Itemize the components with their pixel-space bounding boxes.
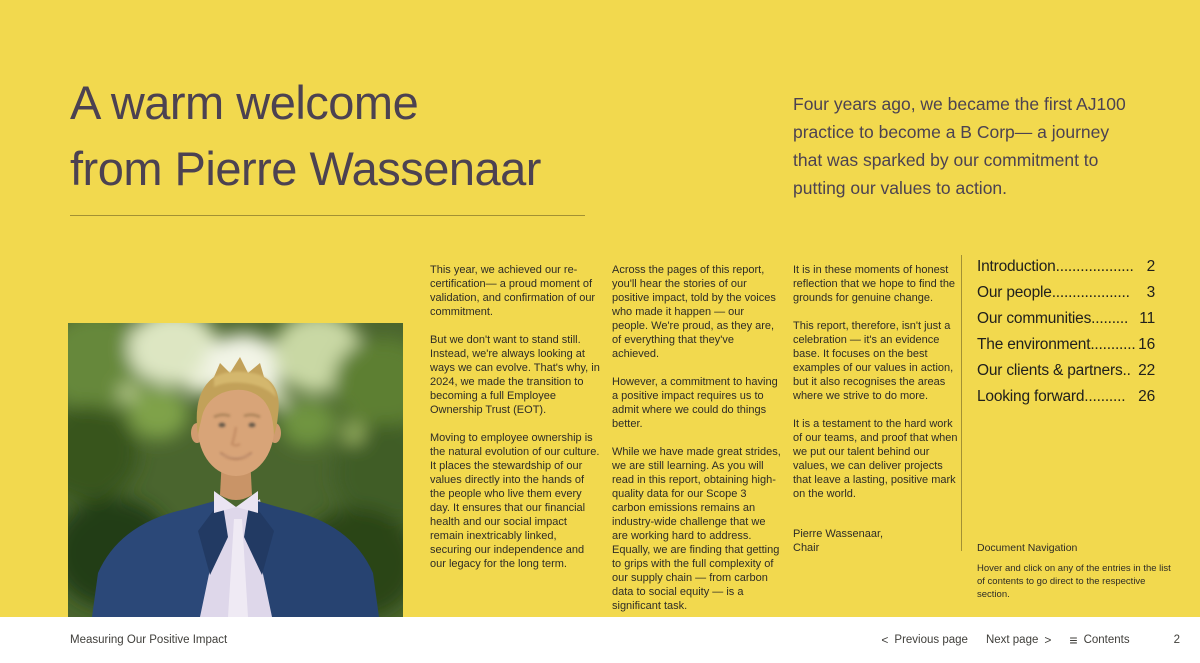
signature: [793, 527, 961, 555]
paragraph: This year, we achieved our re-certification— a proud moment of validation, and confirmation of our commitment.: [430, 264, 596, 318]
previous-page-label: Previous page: [894, 634, 968, 646]
next-page-label: Next page: [985, 634, 1039, 646]
toc-page-number: 16: [1138, 336, 1155, 353]
toc-leader-dots: .........: [1091, 310, 1129, 327]
title-divider: [70, 215, 585, 216]
paragraph: It is in these moments of honest reflection that we hope to find the grounds for genuine change.: [793, 264, 956, 304]
toc-divider: [961, 255, 962, 551]
page-title-line1: A warm welcome: [70, 76, 419, 129]
chevron-right-icon: >: [1044, 633, 1052, 647]
contents-label: Contents: [1083, 634, 1130, 646]
paragraph: Across the pages of this report, you'll hear the stories of our positive impact, told by the voices who made it happen — our people. We're proud, as they are, of everything that they've achieved.: [612, 264, 776, 360]
paragraph: Moving to employee ownership is the natural evolution of our culture. It places the stewardship of our values directly into the hands of the people who live them every day. It ensures that our financial health and our social impact remain inextricably linked, securing our independence and our legacy for the long term.: [430, 432, 600, 570]
toc-leader-dots: ...................: [1055, 258, 1134, 275]
contents-button[interactable]: [1069, 633, 1129, 647]
paragraph: While we have made great strides, we are still learning. As you will read in this report, obtaining high-quality data for our Scope 3 carbon emissions remains an industry-wide challenge that we are working hard to address. Equally, we are finding that getting to grips with the full complexity of our supply chain — from carbon data to social equity — is a significant task.: [612, 446, 781, 612]
toc-page-number: 3: [1146, 284, 1155, 301]
toc-leader-dots: ..: [1122, 362, 1131, 379]
page-number: 2: [1173, 634, 1180, 646]
toc-leader-dots: ...................: [1051, 284, 1130, 301]
next-page-button[interactable]: [986, 633, 1051, 647]
toc-page-number: 2: [1146, 258, 1155, 275]
hamburger-icon: ≡: [1069, 632, 1078, 648]
footer-navigation: [881, 617, 1180, 663]
viewer-footer: [0, 617, 1200, 663]
toc-item-our-people[interactable]: Our people ................... 3: [977, 284, 1155, 301]
page-title-line2: from Pierre Wassenaar: [70, 142, 541, 195]
toc-item-our-communities[interactable]: Our communities ......... 11: [977, 310, 1155, 327]
toc-item-clients-partners[interactable]: Our clients & partners .. 22: [977, 362, 1155, 379]
toc-item-looking-forward[interactable]: Looking forward .......... 26: [977, 388, 1155, 405]
portrait-photo: [68, 323, 403, 617]
toc-item-introduction[interactable]: Introduction ................... 2: [977, 258, 1155, 275]
toc-page-number: 11: [1139, 310, 1155, 327]
body-column-2: [612, 263, 782, 627]
paragraph: However, a commitment to having a positive impact requires us to admit where we could do things better.: [612, 376, 778, 430]
previous-page-button[interactable]: [881, 633, 968, 647]
body-column-3: [793, 263, 961, 555]
toc-leader-dots: ..........: [1084, 388, 1126, 405]
paragraph: It is a testament to the hard work of our teams, and proof that when we put our talent behind our values, we can deliver projects that leave a lasting, positive mark on the world.: [793, 418, 958, 500]
signature-role: Chair: [793, 542, 820, 554]
toc-leader-dots: ...........: [1090, 336, 1136, 353]
document-navigation-heading: Document Navigation: [977, 542, 1078, 554]
intro-statement: Four years ago, we became the first AJ100 practice to become a B Corp— a journey that was sparked by our commitment to putting our values to action.: [793, 94, 1126, 198]
chevron-left-icon: <: [881, 633, 889, 647]
document-title: Measuring Our Positive Impact: [70, 634, 228, 646]
paragraph: This report, therefore, isn't just a celebration — it's an evidence base. It focuses on the best examples of our values in action, but it also recognises the areas where we strive to do more.: [793, 320, 954, 402]
page-title: [70, 70, 710, 202]
table-of-contents: [977, 258, 1155, 414]
paragraph: But we don't want to stand still. Instead, we're always looking at ways we can evolve. That's why, in 2024, we made the transition to becoming a full Employee Ownership Trust (EOT).: [430, 334, 600, 416]
toc-page-number: 22: [1138, 362, 1155, 379]
toc-page-number: 26: [1138, 388, 1155, 405]
body-column-1: [430, 263, 600, 585]
document-navigation-note: Hover and click on any of the entries in the list of contents to go direct to the respective section.: [977, 563, 1171, 600]
toc-item-the-environment[interactable]: The environment ........... 16: [977, 336, 1155, 353]
signature-name: Pierre Wassenaar,: [793, 528, 884, 540]
